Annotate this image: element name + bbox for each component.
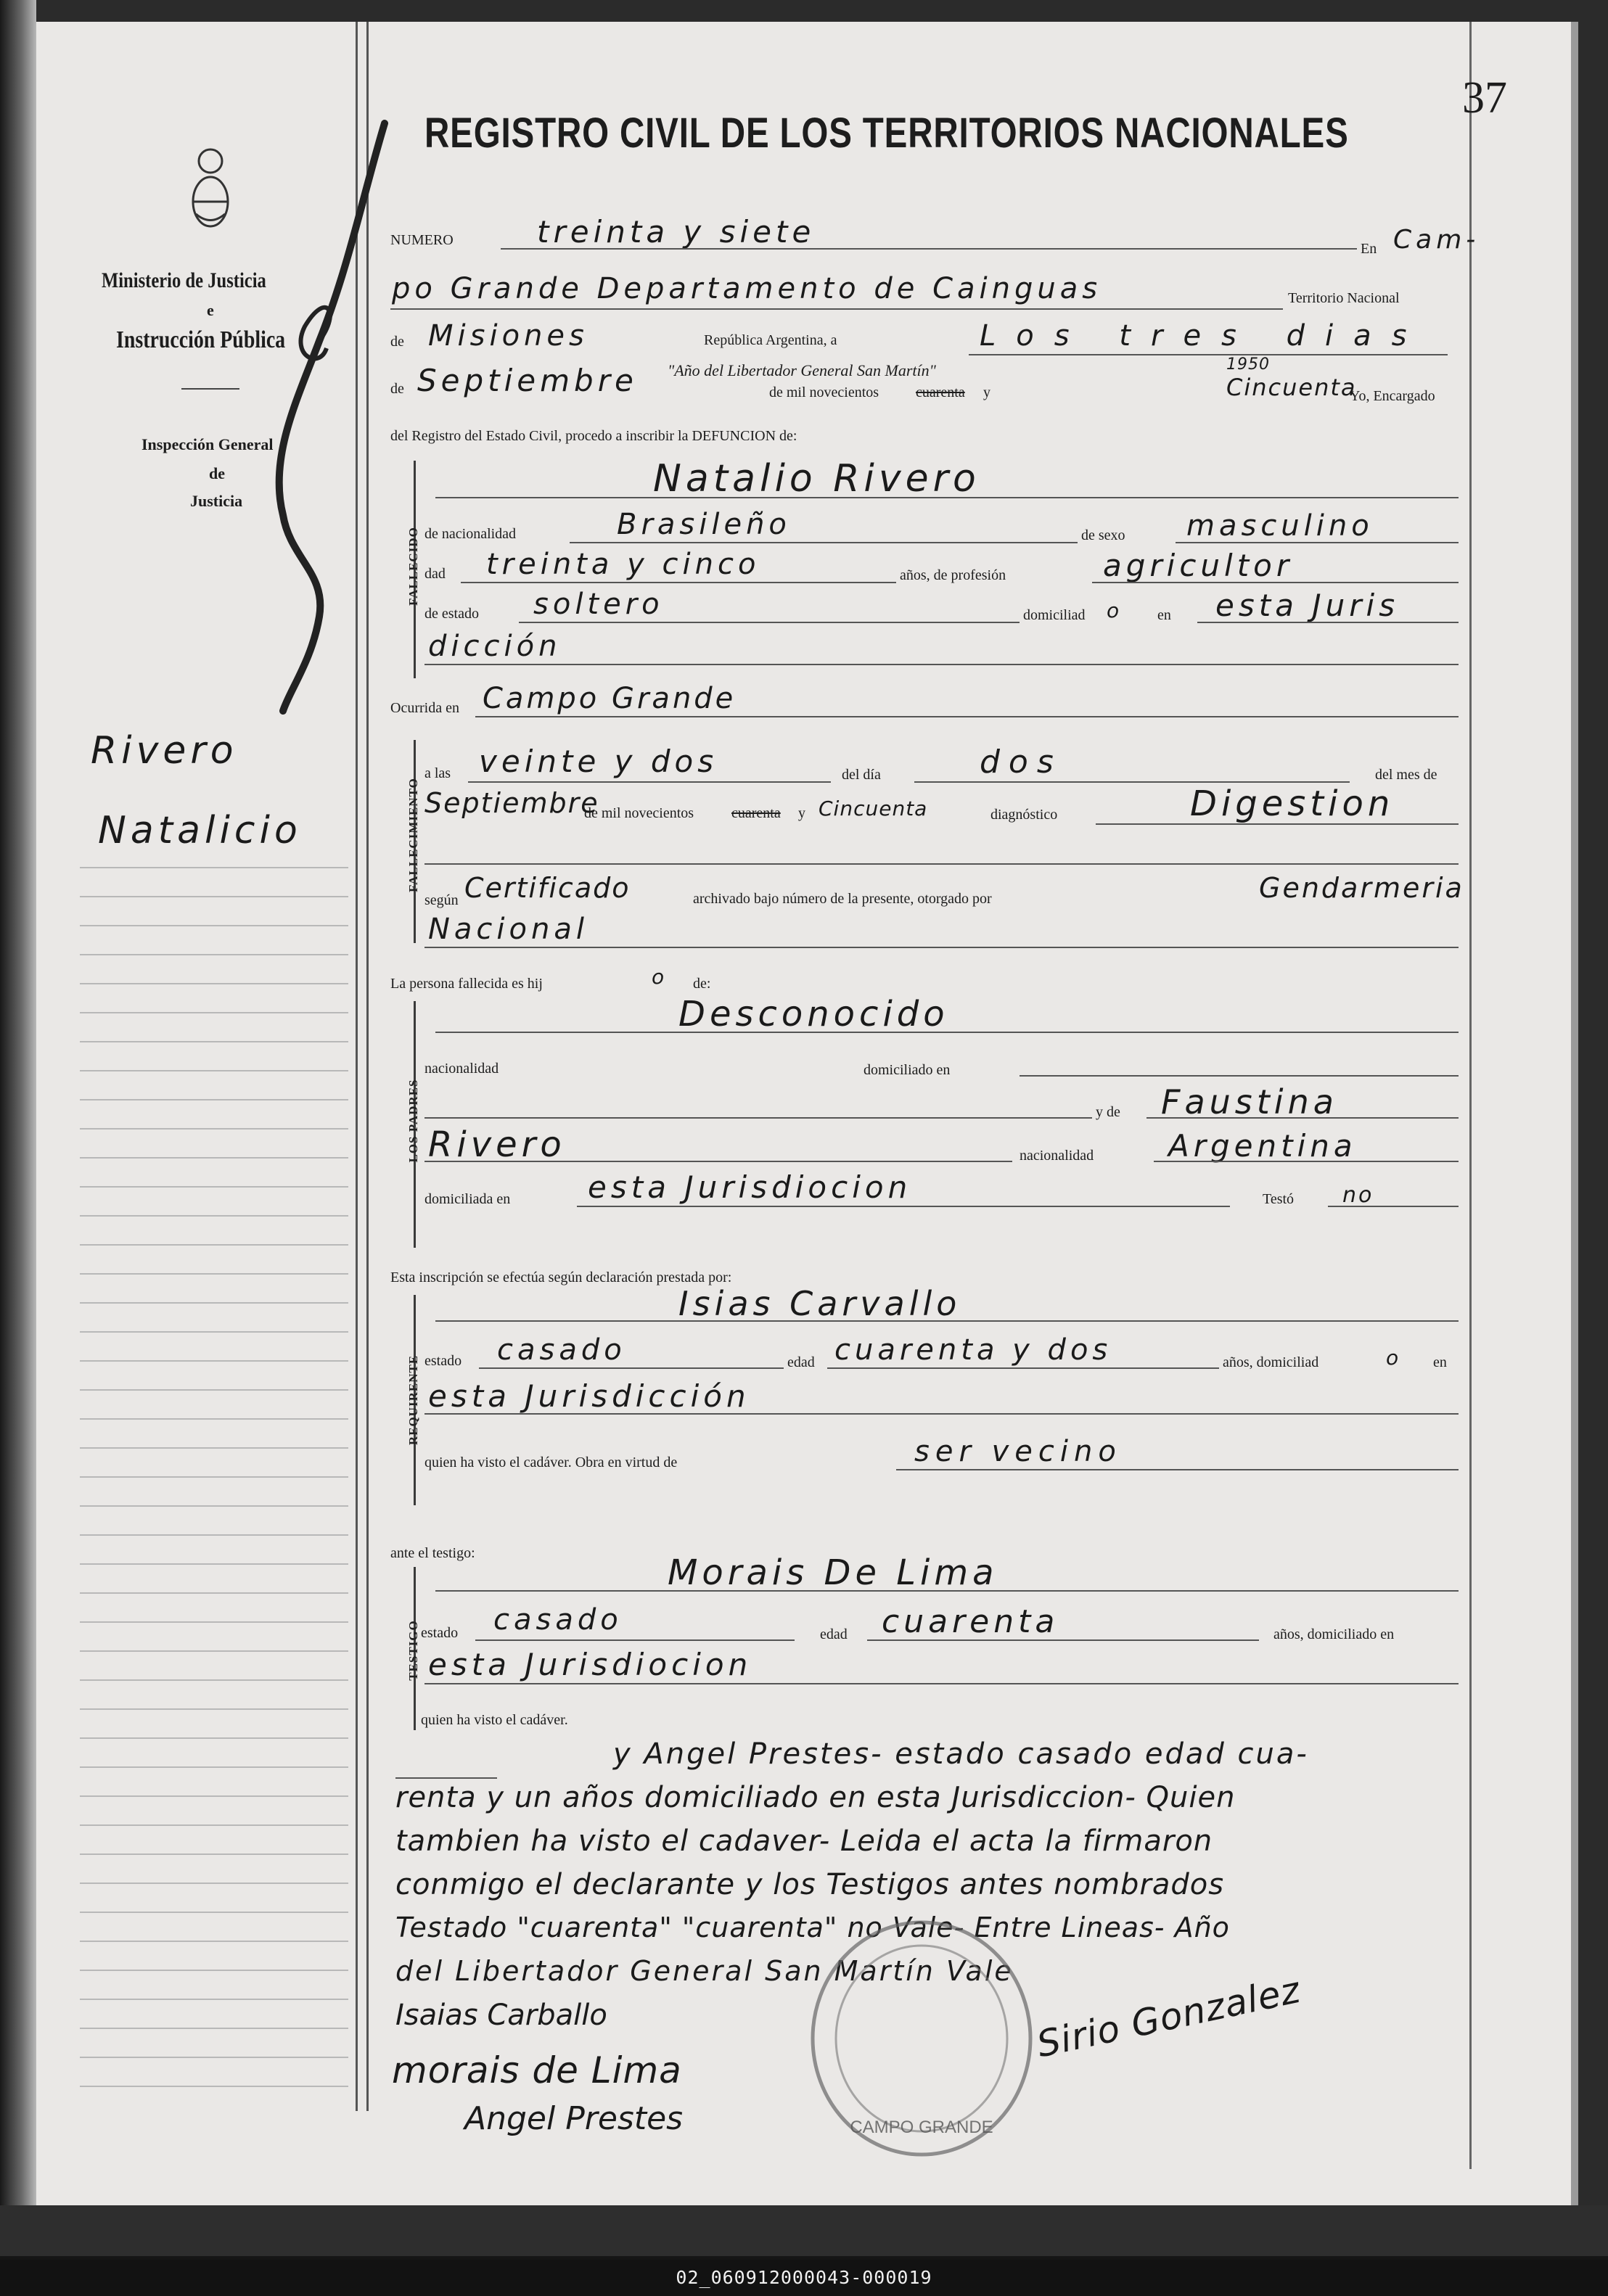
margin-ruled-line <box>80 1853 348 1855</box>
testigo-estado-label: estado <box>421 1625 459 1641</box>
margin-ruled-line <box>80 1708 348 1710</box>
inspection-line2: de <box>209 464 225 482</box>
a-las-label: a las <box>424 765 451 781</box>
margin-ruled-line <box>80 1012 348 1013</box>
numero-line <box>501 248 1357 250</box>
signature-officer: Sirio Gonzalez <box>1033 1968 1305 2066</box>
margin-ruled-line <box>80 1302 348 1304</box>
profesion-value: agricultor <box>1103 548 1294 583</box>
dia-value: dos <box>980 744 1062 781</box>
margin-ruled-line <box>80 1041 348 1042</box>
padres-domicilio-value: esta Jurisdiocion <box>588 1169 912 1205</box>
margin-ruled-line <box>80 1679 348 1681</box>
diagnostico-label: diagnóstico <box>990 807 1058 823</box>
testo-line <box>1328 1206 1459 1207</box>
margin-ruled-line <box>80 1883 348 1884</box>
domicilio-value-2: dicción <box>428 630 562 663</box>
note-line-1: y Angel Prestes- estado casado edad cua- <box>613 1737 1309 1771</box>
nacionalidad-line <box>570 542 1078 543</box>
certificado-value: Certificado <box>464 872 631 904</box>
territory-value: Misiones <box>428 319 588 353</box>
republica-label: República Argentina, a <box>704 332 837 348</box>
segun-label: según <box>424 892 459 908</box>
anio-value: Cincuenta <box>819 797 928 820</box>
sexo-value: masculino <box>1186 509 1374 543</box>
padre-value: Desconocido <box>678 994 949 1034</box>
domiciliado-suffix: o <box>1107 598 1120 622</box>
edad-line <box>461 582 896 583</box>
margin-ruled-line <box>80 983 348 984</box>
note-line-4: conmigo el declarante y los Testigos antes nombrados <box>395 1868 1225 1901</box>
de2-label: de <box>390 381 404 397</box>
requirente-edad-line <box>827 1367 1219 1369</box>
margin-ruled-line <box>80 1621 348 1623</box>
fallecimiento-mil-label: de mil novecientos <box>584 805 694 821</box>
margin-ruled-line <box>80 867 348 868</box>
margin-ruled-line <box>80 896 348 897</box>
estado-label: de estado <box>424 606 479 622</box>
requirente-anos-label: años, domiciliad <box>1223 1354 1319 1370</box>
margin-ruled-line <box>80 1563 348 1565</box>
margin-ruled-line <box>80 1505 348 1507</box>
margin-ruled-line <box>80 1186 348 1188</box>
hijo-label: La persona fallecida es hij <box>390 976 543 992</box>
notes-dash <box>395 1777 497 1779</box>
fallecimiento-section-label: FALLECIMIENTO <box>406 778 420 892</box>
del-dia-label: del día <box>842 767 881 783</box>
margin-ruled-line <box>80 1737 348 1739</box>
padre-line <box>435 1032 1459 1033</box>
madre-value-2: Rivero <box>428 1124 566 1165</box>
requirente-en-label: en <box>1433 1354 1447 1370</box>
margin-ruled-line <box>80 1389 348 1391</box>
numero-value: treinta y siete <box>537 214 816 250</box>
day-value: Los tres dias <box>980 319 1427 353</box>
testigo-domicilio-value: esta Jurisdiocion <box>428 1647 752 1682</box>
note-line-5: Testado "cuarenta" "cuarenta" no Vale- Entre Lineas- Año <box>395 1912 1230 1943</box>
margin-ruled-line <box>80 1331 348 1333</box>
dad-label: dad <box>424 566 446 582</box>
margin-ruled-line <box>80 1128 348 1130</box>
hora-line <box>468 781 831 783</box>
domiciliado-label: domiciliad <box>1023 607 1086 623</box>
margin-ruled-line <box>80 1941 348 1942</box>
note-line-6: del Libertador General San Martín Vale <box>395 1955 1014 1987</box>
note-line-2: renta y un años domiciliado en esta Jurisdiccion- Quien <box>395 1781 1236 1814</box>
margin-ruled-line <box>80 1360 348 1362</box>
margin-ruled-line <box>80 1244 348 1246</box>
note-line-3: tambien ha visto el cadaver- Leida el acta la firmaron <box>395 1824 1213 1858</box>
margin-ruled-line <box>80 1766 348 1768</box>
testigo-estado-value: casado <box>493 1603 623 1637</box>
requirente-edad-label: edad <box>787 1354 815 1370</box>
madre-line-2 <box>424 1161 1012 1162</box>
margin-ruled-line <box>80 2086 348 2087</box>
margin-ruled-line <box>80 1273 348 1275</box>
declaracion-label: Esta inscripción se efectúa según declaración prestada por: <box>390 1270 732 1285</box>
diagnostico-value: Digestion <box>1190 783 1395 824</box>
day-line <box>969 354 1448 355</box>
margin-ruled-line <box>80 1592 348 1594</box>
margin-signature <box>181 109 399 718</box>
padres-section-label: LOS PADRES <box>406 1079 420 1163</box>
deceased-name: Natalio Rivero <box>653 457 980 501</box>
place-line <box>390 308 1283 310</box>
del-mes-label: del mes de <box>1375 767 1437 783</box>
margin-ruled-line <box>80 1099 348 1100</box>
madre-line-1 <box>1146 1117 1459 1119</box>
diagnostico-line <box>1096 823 1459 825</box>
de-label: de <box>390 334 404 350</box>
requirente-estado-value: casado <box>497 1333 626 1367</box>
margin-ruled-line <box>80 1824 348 1826</box>
estado-line <box>519 622 1020 623</box>
madre-value-1: Faustina <box>1161 1082 1338 1122</box>
numero-label: NUMERO <box>390 232 454 248</box>
ministry-line1: Ministerio de Justicia <box>102 268 266 292</box>
ocurrida-value: Campo Grande <box>483 682 737 715</box>
page-number: 37 <box>1462 73 1507 123</box>
margin-ruled-line <box>80 1970 348 1971</box>
binding-strip <box>0 0 36 2256</box>
margin-ruled-line <box>80 1534 348 1536</box>
padres-nacionalidad-label: nacionalidad <box>424 1061 499 1077</box>
margin-ruled-line <box>80 1795 348 1797</box>
margin-ruled-line <box>80 1070 348 1071</box>
fallecido-section-label: FALLECIDO <box>406 527 420 606</box>
month-value: Septiembre <box>417 363 638 398</box>
mes-value: Septiembre <box>424 787 599 819</box>
dia-line <box>914 781 1350 783</box>
ocurrida-line <box>475 716 1459 717</box>
testigo-anos-label: años, domiciliado en <box>1273 1626 1395 1642</box>
margin-ruled-line <box>80 2028 348 2029</box>
territorio-label: Territorio Nacional <box>1288 290 1400 306</box>
padres-domicilio-line <box>577 1206 1230 1207</box>
inspection-line3: Justicia <box>190 492 243 510</box>
testigo-name-line <box>435 1590 1459 1592</box>
official-stamp <box>798 1915 1045 2162</box>
year-words: Cincuenta <box>1226 374 1357 401</box>
fallecimiento-y-label: y <box>798 805 805 821</box>
right-rule <box>1469 22 1472 2169</box>
sexo-label: de sexo <box>1081 527 1125 543</box>
margin-ruled-line <box>80 1418 348 1420</box>
margin-ruled-line <box>80 954 348 955</box>
registro-line: del Registro del Estado Civil, procedo a inscribir la DEFUNCION de: <box>390 428 797 444</box>
fallecido-en-label: en <box>1157 607 1171 623</box>
requirente-virtud-line <box>896 1469 1459 1470</box>
testigo-name: Morais De Lima <box>668 1552 998 1593</box>
margin-ruled-line <box>80 1447 348 1449</box>
otorgado-line <box>424 947 1459 948</box>
nacionalidad-label: de nacionalidad <box>424 526 517 542</box>
stamp-text: CAMPO GRANDE <box>850 2118 993 2137</box>
margin-ruled-line <box>80 1650 348 1652</box>
profesion-label: años, de profesión <box>900 567 1006 583</box>
year-digits: 1950 <box>1226 355 1270 374</box>
ocurrida-label: Ocurrida en <box>390 700 459 716</box>
padres-domiciliado-line <box>1020 1075 1459 1077</box>
estado-value: soltero <box>533 588 664 621</box>
margin-surname: Rivero <box>91 729 238 773</box>
ante-label: ante el testigo: <box>390 1545 475 1561</box>
domicilio-value-1: esta Juris <box>1215 588 1400 623</box>
nacionalidad2-value: Argentina <box>1168 1128 1357 1164</box>
signature-witness-1: morais de Lima <box>392 2049 682 2091</box>
requirente-name: Isias Carvallo <box>678 1284 961 1323</box>
margin-given-name: Natalicio <box>98 809 302 852</box>
ministry-line2: e <box>207 301 214 319</box>
requirente-virtud-value: ser vecino <box>914 1435 1122 1468</box>
testigo-edad-value: cuarenta <box>882 1603 1059 1640</box>
requirente-estado-line <box>479 1367 784 1369</box>
yo-label: Yo, Encargado <box>1350 388 1435 404</box>
testo-value: no <box>1342 1182 1374 1208</box>
padres-blank-line <box>424 1117 1092 1119</box>
domicilio-line-1 <box>1197 622 1459 623</box>
testo-label: Testó <box>1263 1191 1295 1207</box>
page-title: REGISTRO CIVIL DE LOS TERRITORIOS NACIONALES <box>424 110 1349 157</box>
requirente-estado-label: estado <box>424 1353 462 1369</box>
testigo-edad-label: edad <box>820 1626 848 1642</box>
nacionalidad2-line <box>1154 1161 1459 1162</box>
margin-ruled-line <box>80 1999 348 2000</box>
testigo-domicilio-line <box>424 1683 1459 1684</box>
fallecimiento-blank-line <box>424 863 1459 865</box>
year-note: "Año del Libertador General San Martín" <box>668 361 936 379</box>
register-page <box>36 22 1578 2205</box>
margin-ruled-line <box>80 1215 348 1217</box>
inspection-line1: Inspección General <box>141 435 274 453</box>
nacionalidad-value: Brasileño <box>617 508 791 541</box>
place-part2: po Grande Departamento de Cainguas <box>392 272 1102 305</box>
deceased-name-line <box>435 497 1459 498</box>
requirente-dom-suffix: o <box>1386 1346 1400 1370</box>
requirente-visto-label: quien ha visto el cadáver. Obra en virtud de <box>424 1454 678 1470</box>
y-label: y <box>983 384 990 400</box>
margin-ruled-line <box>80 1476 348 1478</box>
signature-witness-2: Angel Prestes <box>464 2100 684 2137</box>
mil-label: de mil novecientos <box>769 384 879 400</box>
archivado-label: archivado bajo número de la presente, otorgado por <box>693 891 992 907</box>
hijo-suffix: o <box>652 965 665 989</box>
file-identifier: 02_060912000043-000019 <box>0 2260 1608 2296</box>
hora-value: veinte y dos <box>479 744 718 779</box>
domiciliada-label: domiciliada en <box>424 1191 511 1207</box>
en-label: En <box>1361 241 1377 257</box>
domicilio-line-2 <box>424 664 1459 665</box>
y-de-label: y de <box>1096 1104 1120 1120</box>
cuarenta-struck: cuarenta <box>916 384 965 400</box>
margin-ruled-line <box>80 925 348 926</box>
otorgado-value-2: Nacional <box>428 913 588 946</box>
margin-ruled-line <box>80 2057 348 2058</box>
requirente-section-label: REQUIRENTE <box>406 1354 420 1446</box>
signature-declarant: Isaias Carballo <box>395 1999 607 2032</box>
fallecimiento-cuarenta-struck: cuarenta <box>731 805 781 821</box>
place-part1: Cam- <box>1393 225 1480 255</box>
profesion-line <box>1092 582 1459 583</box>
testigo-edad-line <box>867 1639 1259 1641</box>
margin-ruled-line <box>80 1912 348 1913</box>
requirente-domicilio-value: esta Jurisdicción <box>428 1378 750 1414</box>
testigo-visto-label: quien ha visto el cadáver. <box>421 1712 568 1728</box>
ministry-line3: Instrucción Pública <box>116 326 286 353</box>
padres-domiciliado-label: domiciliado en <box>864 1062 951 1078</box>
hijo-de: de: <box>693 976 711 992</box>
requirente-domicilio-line <box>424 1413 1459 1415</box>
testigo-estado-line <box>475 1639 795 1641</box>
requirente-name-line <box>435 1320 1459 1322</box>
book-bottom-edge <box>0 2205 1608 2256</box>
requirente-edad-value: cuarenta y dos <box>834 1333 1112 1367</box>
padres-nacionalidad2-label: nacionalidad <box>1020 1148 1094 1164</box>
edad-value: treinta y cinco <box>486 548 760 581</box>
margin-ruled-line <box>80 1157 348 1159</box>
testigo-section-label: TESTIGO <box>406 1620 420 1681</box>
otorgado-value-1: Gendarmeria <box>1259 872 1464 904</box>
sexo-line <box>1176 542 1459 543</box>
